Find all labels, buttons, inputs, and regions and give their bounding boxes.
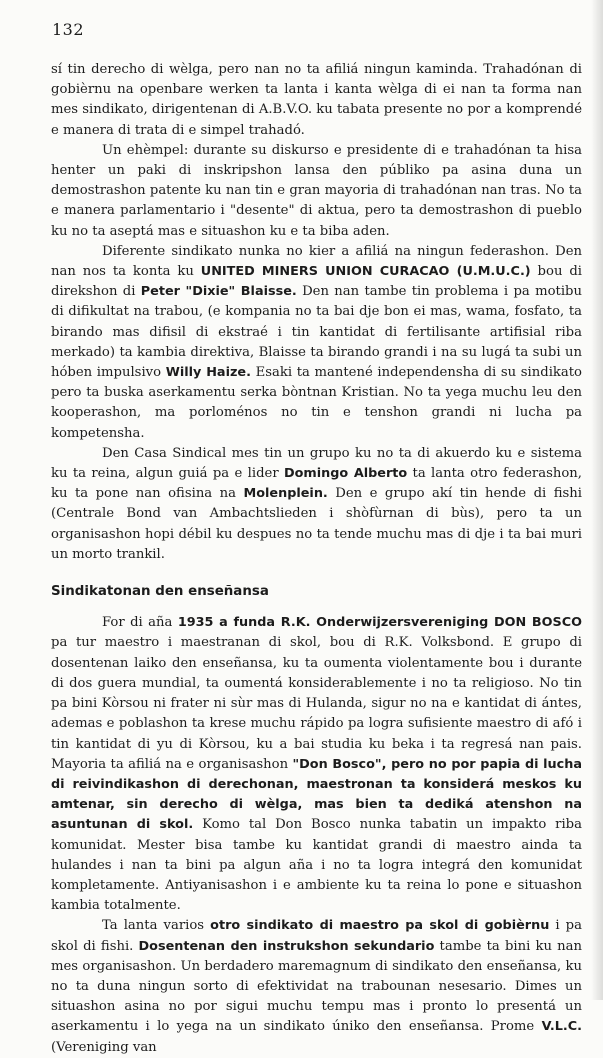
page-edge-shadow xyxy=(591,0,603,1000)
paragraph-continuation: sí tin derecho di wèlga, pero nan no ta afiliá ningun kaminda. Trahadónan di gobièrnu na openbare werken ta lanta i kanta wèlga di ei nan ta forma nan mes sindikato, dirigentenan di A.B.V.O. ku tabata presente no por a komprendé e manera di trata di e simpel trahadó. xyxy=(51,62,582,138)
paragraph-umuc: Diferente sindikato nunka no kier a afiliá na ningun federashon. Den nan nos ta konta ku UNITED MINERS UNION CURACAO (U.M.U.C.) bou di direkshon di Peter "Dixie" Blaisse. Den nan tambe tin problema i pa motibu di difikultat na trabou, (e kompania no ta bai dje bon ei mas, wama, fosfato, ta birando mas difisil di ekstraé i tin kantidat di fertilisante artifisial riba merkado) ta kambia direktiva, Blaisse ta birando grandi i na su lugá ta subi un hóben impulsivo Willy Haize. Esaki ta mantené independensha di su sindikato pero ta buska aserkamentu serka bòntnan Kristian. No ta yega muchu leu den kooperashon, ma porloménos no tin e tenshon grandi ni lucha pa kompetensha. xyxy=(51,243,583,441)
page-number: 132 xyxy=(52,20,85,39)
section-heading: Sindikatonan den enseñansa xyxy=(51,584,269,600)
paragraph-don-bosco: For di aña 1935 a funda R.K. Onderwijzersvereniging DON BOSCO pa tur maestro i maestranan di skol, bou di R.K. Volksbond. E grupo di dosentenan laiko den enseñansa, ku ta oumenta violentamente bou i durante di dos guera mundial, ta oumentá konsiderablemente i no ta religioso. No tin pa bini Kòrsou ni frater ni sùr mas di Hulanda, sigur no na e kantidat di ántes, ademas e poblashon ta krese muchu rápido pa logra sufisiente maestro di afó i tin kantidat di yu di Kòrsou, ku a bai studia ku beka i ta regresá nan pais. Mayoria ta afiliá na e organisashon "Don Bosco", pero no por papia di lucha di reivindikashon di derechonan, maestronan ta konsiderá meskos ku amtenar, sin derecho di wèlga, mas bien ta dediká atenshon na asuntunan di skol. Komo tal Don Bosco nunka tabatin un impakto riba komunidat. Mester bisa tambe ku kantidat grandi di maestro ainda ta hulandes i nan ta bini pa algun aña i no ta logra integrá den komunidat kompletamente. Antiyanisashon i e ambiente ku ta reina lo pone e situashon kambia totalmente. xyxy=(51,615,583,914)
paragraph-casa-sindical: Den Casa Sindical mes tin un grupo ku no ta di akuerdo ku e sistema ku ta reina, algun guiá pa e lider Domingo Alberto ta lanta otro federashon, ku ta pone nan ofisina na Molenplein. Den e grupo akí tin hende di fishi (Centrale Bond van Ambachtslieden i shòfùrnan di bùs), pero ta un organisashon hopi débil ku despues no ta tende muchu mas di dje i ta bai muri un morto trankil. xyxy=(51,445,582,562)
paragraph-other-unions: Ta lanta varios otro sindikato di maestro pa skol di gobièrnu i pa skol di fishi. Dosentenan den instrukshon sekundario tambe ta bini ku nan mes organisashon. Un berdadero maremagnum di sindikato den enseñansa, ku no ta duna ningun sorto di efektividat na trabounan nesesario. Dimes un situashon asina no por sigui muchu tempu mas i pronto lo presentá un aserkamentu i lo yega na un sindikato úniko den enseñansa. Prome V.L.C. (Vereniging van xyxy=(51,918,582,1055)
paragraph-example: Un ehèmpel: durante su diskurso e presidente di e trahadónan ta hisa henter un paki di inskripshon lansa den públiko pa asina duna un demostrashon patente ku nan tin e gran mayoria di trahadónan nan tras. No ta e manera parlamentario i "desente" di aktua, pero ta demostrashon di pueblo ku no ta aseptá mas e situashon ku e ta biba aden. xyxy=(51,142,582,239)
page-body xyxy=(51,60,582,1058)
